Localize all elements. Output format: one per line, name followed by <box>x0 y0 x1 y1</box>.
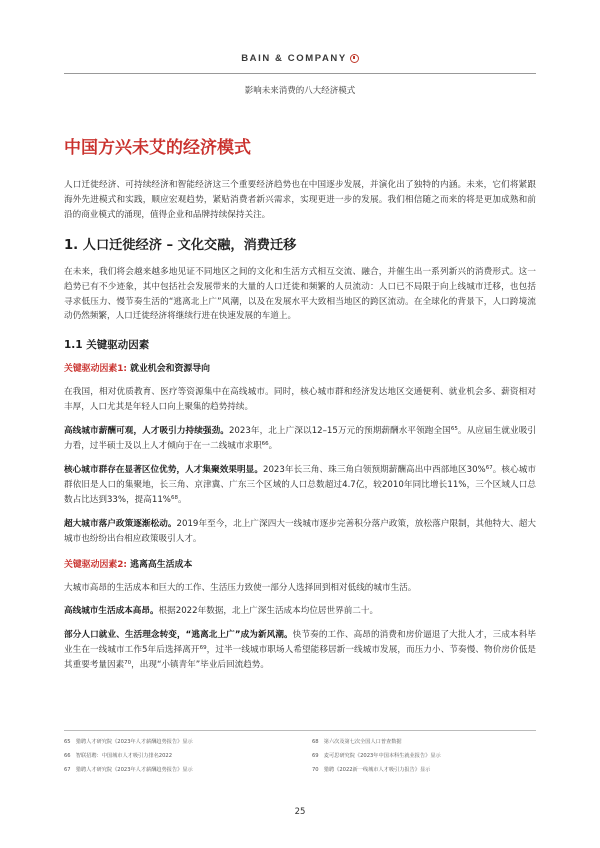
point-lead: 超大城市落户政策逐渐松动。 <box>64 518 177 529</box>
page-number: 25 <box>294 807 306 817</box>
footnote-ref: 69 <box>199 645 207 652</box>
factor1-intro: 在我国，相对优质教育、医疗等资源集中在高线城市。同时，核心城市群和经济发达地区交通便利、就业机会多、薪资相对丰厚，人口尤其是年轻人口向上聚集的趋势持续。 <box>64 387 536 413</box>
bain-logo <box>0 53 600 64</box>
page-content <box>64 138 536 673</box>
point-lead: 高线城市薪酬可观，人才吸引力持续强劲。 <box>64 426 229 437</box>
factor2-intro: 大城市高昂的生活成本和巨大的工作、生活压力致使一部分人选择回到相对低线的城市生活。 <box>64 582 417 593</box>
footnote-rule <box>64 730 536 731</box>
section-paragraph: 在未来，我们将会越来越多地见证不同地区之间的文化和生活方式相互交流、融合，并催生出一系列新兴的消费形式。这一趋势已有不少迹象，其中包括社会发展带来的大量的人口迁徙和频繁的人员流动：人口已不局限于向上线城市迁移，也包括寻求低压力、慢节奏生活的“逃离北上广”风潮，以及在发展水平大致相当地区的跨区流动。在全球化的背景下，人口跨境流动仍然频繁，人口迁徙经济将继续行进在快速发展的车道上。 <box>64 266 536 322</box>
footnote-65: 65 猎聘人才研究院《2023年人才薪酬趋势报告》显示 <box>64 739 193 745</box>
page-title: 中国方兴未艾的经济模式 <box>64 138 251 158</box>
section-heading: 1. 人口迁徙经济 – 文化交融，消费迁移 <box>64 237 297 253</box>
footnote-ref: 67 <box>485 464 493 471</box>
factor1-point-2: 核心城市群存在显著区位优势，人才集聚效果明显。2023年长三角、珠三角白领预期薪酬高出中西部地区30%$^{67}$。核心城市群依旧是人口的集聚地，长三角、京津冀、广东三个区域的人口总数超过4.7亿，较2010年同比增长11%，三个区域人口总数占比达到33%，提高11%$^{68}$。 <box>64 464 536 505</box>
header-rule <box>64 73 536 74</box>
factor2-point-2: 部分人口就业、生活理念转变，“逃离北上广”成为新风潮。快节奏的工作、高昂的消费和房价逼退了大批人才，三成本科毕业生在一线城市工作5年后选择离开$^{69}$，过半一线城市职场人希望能移居新一线城市发展，而压力小、节奏慢、物价房价低是其重要考量因素$^{70}$，出现“小镇青年”毕业后回流趋势。 <box>64 630 536 671</box>
factor-label: 关键驱动因素2: <box>64 559 127 570</box>
factor-heading-1 <box>64 362 536 376</box>
footnote-ref: 70 <box>124 660 132 667</box>
footnote-66: 66 智联招聘：中国城市人才吸引力排名2022 <box>64 753 172 759</box>
logo-text: BAIN & COMPANY <box>241 53 347 64</box>
footnote-69: 69 麦可思研究院《2023年中国本科生就业报告》显示 <box>312 753 441 759</box>
factor1-point-1: 高线城市薪酬可观，人才吸引力持续强劲。2023年，北上广深以12–15万元的预期薪酬水平领跑全国$^{65}$。从应届生就业吸引力看，过半硕士及以上人才倾向于在一二线城市求职$^{66}$。 <box>64 426 536 452</box>
footnote-70: 70 猎聘《2022新一线城市人才吸引力报告》显示 <box>312 767 431 773</box>
factor-title: 逃离高生活成本 <box>130 559 193 570</box>
point-lead: 核心城市群存在显著区位优势，人才集聚效果明显。 <box>64 464 263 475</box>
point-lead: 部分人口就业、生活理念转变，“逃离北上广”成为新风潮。 <box>64 630 293 641</box>
intro-paragraph: 人口迁徙经济、可持续经济和智能经济这三个重要经济趋势也在中国逐步发展，并演化出了独特的内涵。未来，它们将紧跟海外先进模式和实践，顺应宏观趋势，紧贴消费者新兴需求，实现更进一步的发展。我们相信随之而来的将是更加成熟和前沿的商业模式的涌现，值得企业和品牌持续保持关注。 <box>64 180 536 220</box>
factor-heading-2 <box>64 558 536 572</box>
factor2-point-1: 高线城市生活成本高昂。根据2022年数据，北上广深生活成本均位居世界前二十。 <box>64 606 379 617</box>
footnote-ref: 68 <box>170 494 178 501</box>
point-lead: 高线城市生活成本高昂。 <box>64 606 159 617</box>
factor-label: 关键驱动因素1: <box>64 364 127 375</box>
footnote-ref: 65 <box>450 426 458 433</box>
factor1-point-3: 超大城市落户政策逐渐松动。2019年至今，北上广深四大一线城市逐步完善积分落户政策，放松落户限制，其他特大、超大城市也纷纷出台相应政策吸引人才。 <box>64 518 536 544</box>
factor-title: 就业机会和资源导向 <box>130 364 210 375</box>
logo-mark-icon <box>350 54 359 63</box>
footnote-68: 68 第六次及第七次全国人口普查数据 <box>312 739 402 745</box>
subsection-heading: 1.1 关键驱动因素 <box>64 339 150 352</box>
footnote-ref: 66 <box>261 441 269 448</box>
footnote-67: 67 猎聘人才研究院《2023年人才薪酬趋势报告》显示 <box>64 767 193 773</box>
running-header: 影响未来消费的八大经济模式 <box>244 86 356 96</box>
